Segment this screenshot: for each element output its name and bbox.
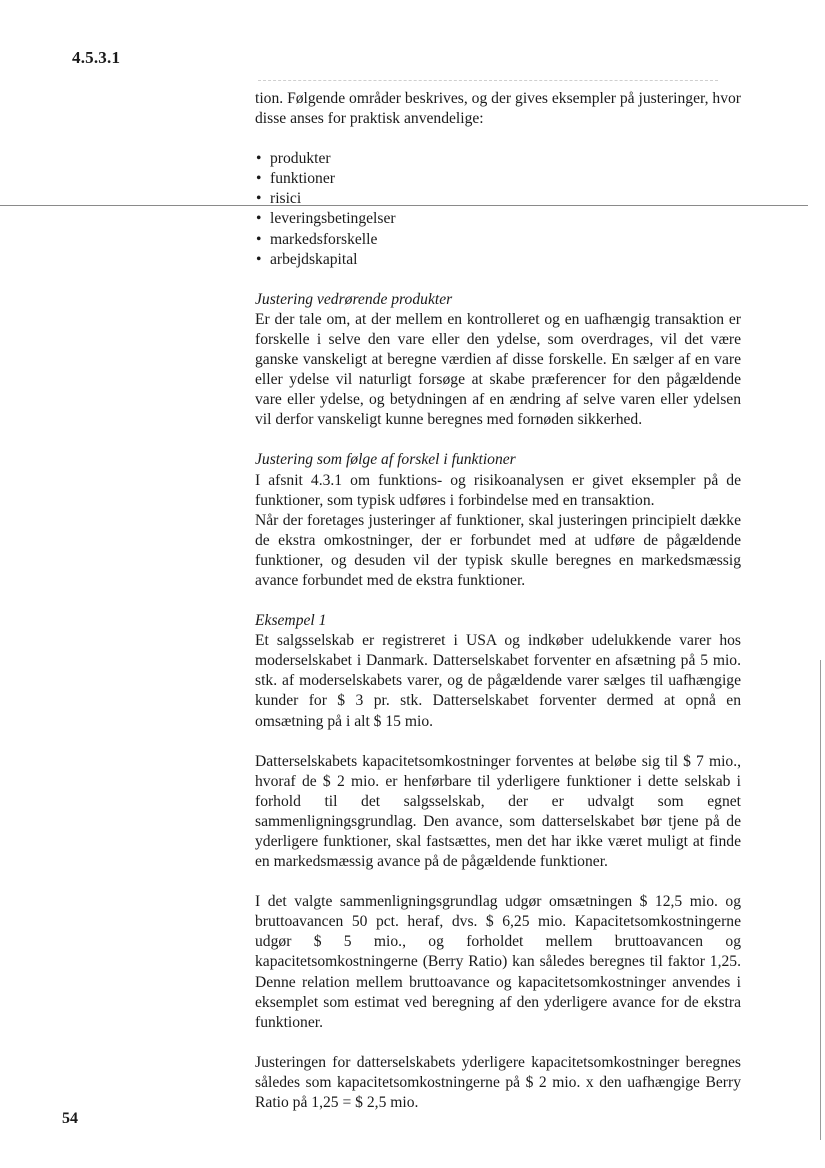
- example-heading: Eksempel 1: [255, 612, 327, 630]
- paragraph: Er der tale om, at der mellem en kontrolleret og en uafhængig transaktion er forskelle i selve den vare eller den ydelse, som overdrages, vil det være ganske vanskeligt at beregne værdien af disse forskelle. En sælger af en vare eller ydelse vil naturligt forsøge at skabe præferencer for den pågældende vare eller ydelse, og betydningen af en ændring af selve varen eller ydelsen vil derfor vanskeligt kunne beregnes med fornøden sikkerhed.: [255, 310, 741, 429]
- list-item: • leveringsbetingelser: [255, 209, 741, 229]
- paragraph: I afsnit 4.3.1 om funktions- og risikoanalysen er givet eksempler på de funktioner, som typisk udføres i forbindelse med en transaktion.: [255, 471, 741, 509]
- scan-artifact-edge: [820, 660, 821, 1140]
- paragraph: Et salgsselskab er registreret i USA og indkøber udelukkende varer hos moderselskabet i Danmark. Datterselskabet forventer en afsætning på 5 mio. stk. af moderselskabets varer, og de pågældende varer sælges til uafhængige kunder for $ 3 pr. stk. Datterselskabet forventer dermed at opnå en omsætning på i alt $ 15 mio.: [255, 632, 741, 730]
- page-body: [255, 89, 741, 1113]
- areas-list: [255, 149, 741, 270]
- paragraph: Datterselskabets kapacitetsomkostninger forventes at beløbe sig til $ 7 mio., hvoraf de $ 2 mio. er henførbare til yderligere funktioner i dette selskab i forhold til det salgsselskab, der er udvalgt som egnet sammenligningsgrundlag. Den avance, som datterselskabet bør tjene på de yderligere funktioner, skal fastsættes, men det har ikke været muligt at finde en markedsmæssig avance på de pågældende funktioner.: [255, 752, 741, 871]
- paragraph: I det valgte sammenligningsgrundlag udgør omsætningen $ 12,5 mio. og bruttoavancen 50 pct. heraf, dvs. $ 6,25 mio. Kapacitetsomkostningerne udgør $ 5 mio., og forholdet mellem bruttoavancen og kapacitetsomkostningerne (Berry Ratio) kan således beregnes til faktor 1,25. Denne relation mellem bruttoavance og kapacitetsomkostninger anvendes i eksemplet som estimat ved beregning af den yderligere avance for de ekstra funktioner.: [255, 893, 741, 1031]
- list-item: • markedsforskelle: [255, 230, 741, 250]
- scan-artifact-line: [258, 80, 718, 81]
- list-item: • arbejdskapital: [255, 250, 741, 270]
- intro-paragraph: tion. Følgende områder beskrives, og der gives eksempler på justeringer, hvor disse anses for praktisk anvendelige:: [255, 90, 741, 128]
- page-number: 54: [62, 1110, 78, 1127]
- section-heading-functions: Justering som følge af forskel i funktioner: [255, 451, 516, 469]
- paragraph: Justeringen for datterselskabets yderligere kapacitetsomkostninger beregnes således som kapacitetsomkostningerne på $ 2 mio. x den uafhængige Berry Ratio på 1,25 = $ 2,5 mio.: [255, 1053, 741, 1112]
- list-item: • funktioner: [255, 169, 741, 189]
- section-heading-products: Justering vedrørende produkter: [255, 290, 453, 308]
- section-number: 4.5.3.1: [72, 48, 121, 67]
- paragraph: Når der foretages justeringer af funktioner, skal justeringen principielt dække de ekstra omkostninger, der er forbundet med at udføre de pågældende funktioner, og desuden vil der typisk skulle beregnes en markedsmæssig avance forbundet med de ekstra funktioner.: [255, 511, 741, 589]
- list-item: • produkter: [255, 149, 741, 169]
- list-item: • risici: [255, 189, 741, 209]
